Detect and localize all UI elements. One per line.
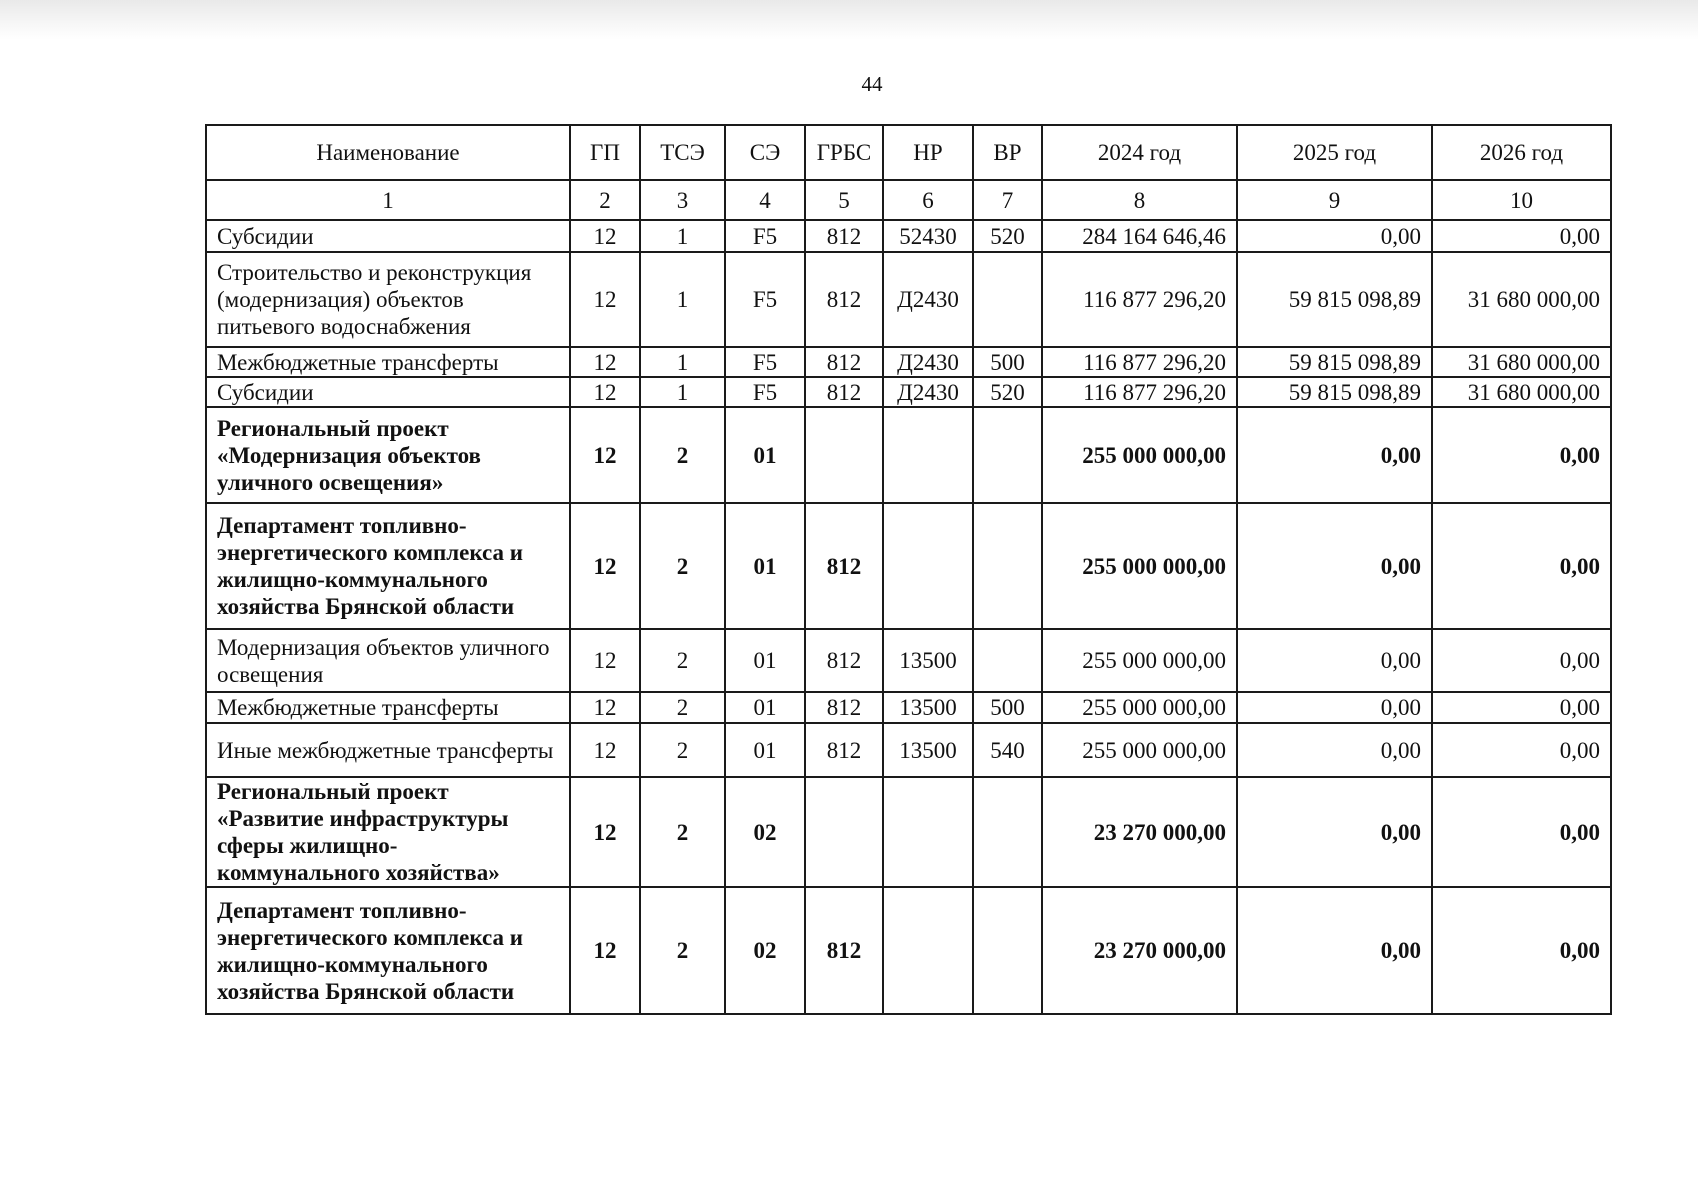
- grbs-cell: [805, 777, 883, 887]
- amount-2026-cell: 0,00: [1432, 503, 1611, 629]
- nr-cell: [883, 777, 973, 887]
- nr-cell: Д2430: [883, 377, 973, 407]
- amount-2025-cell: 0,00: [1237, 629, 1432, 692]
- table-row: [206, 347, 1611, 377]
- header-row: [206, 125, 1611, 180]
- tse-cell: 1: [640, 377, 725, 407]
- column-number-row: [206, 180, 1611, 220]
- vr-cell: 520: [973, 377, 1042, 407]
- column-number-cell: 4: [725, 180, 805, 220]
- name-cell: Департамент топливно-энергетического комплекса и жилищно-коммунального хозяйства Брянской области: [206, 887, 570, 1014]
- amount-2026-cell: 0,00: [1432, 629, 1611, 692]
- grbs-cell: [805, 407, 883, 503]
- name-cell: Строительство и реконструкция (модернизация) объектов питьевого водоснабжения: [206, 252, 570, 347]
- gp-cell: 12: [570, 503, 640, 629]
- se-cell: 01: [725, 723, 805, 777]
- amount-2026-cell: 31 680 000,00: [1432, 377, 1611, 407]
- nr-cell: Д2430: [883, 252, 973, 347]
- amount-2026-cell: 0,00: [1432, 692, 1611, 723]
- amount-2026-cell: 0,00: [1432, 777, 1611, 887]
- budget-table: [205, 124, 1612, 1015]
- name-cell: Межбюджетные трансферты: [206, 347, 570, 377]
- se-cell: F5: [725, 347, 805, 377]
- header-cell: ТСЭ: [640, 125, 725, 180]
- grbs-cell: 812: [805, 629, 883, 692]
- column-number-cell: 5: [805, 180, 883, 220]
- amount-2025-cell: 59 815 098,89: [1237, 347, 1432, 377]
- amount-2025-cell: 0,00: [1237, 777, 1432, 887]
- table-row: [206, 723, 1611, 777]
- amount-2024-cell: 116 877 296,20: [1042, 252, 1237, 347]
- amount-2025-cell: 0,00: [1237, 692, 1432, 723]
- nr-cell: [883, 887, 973, 1014]
- amount-2024-cell: 23 270 000,00: [1042, 777, 1237, 887]
- vr-cell: 520: [973, 220, 1042, 252]
- amount-2024-cell: 255 000 000,00: [1042, 503, 1237, 629]
- amount-2024-cell: 116 877 296,20: [1042, 347, 1237, 377]
- column-number-cell: 3: [640, 180, 725, 220]
- grbs-cell: 812: [805, 887, 883, 1014]
- se-cell: 01: [725, 407, 805, 503]
- amount-2024-cell: 255 000 000,00: [1042, 629, 1237, 692]
- table-row: [206, 503, 1611, 629]
- table-row: [206, 629, 1611, 692]
- column-number-cell: 8: [1042, 180, 1237, 220]
- amount-2025-cell: 0,00: [1237, 723, 1432, 777]
- vr-cell: [973, 252, 1042, 347]
- header-cell: 2024 год: [1042, 125, 1237, 180]
- amount-2024-cell: 255 000 000,00: [1042, 723, 1237, 777]
- gp-cell: 12: [570, 692, 640, 723]
- gp-cell: 12: [570, 377, 640, 407]
- tse-cell: 2: [640, 692, 725, 723]
- amount-2025-cell: 59 815 098,89: [1237, 252, 1432, 347]
- se-cell: F5: [725, 252, 805, 347]
- nr-cell: 52430: [883, 220, 973, 252]
- tse-cell: 2: [640, 887, 725, 1014]
- amount-2026-cell: 31 680 000,00: [1432, 252, 1611, 347]
- scan-edge-shading: [0, 0, 1698, 40]
- se-cell: 02: [725, 887, 805, 1014]
- name-cell: Субсидии: [206, 377, 570, 407]
- vr-cell: 500: [973, 347, 1042, 377]
- nr-cell: [883, 503, 973, 629]
- amount-2026-cell: 0,00: [1432, 887, 1611, 1014]
- nr-cell: 13500: [883, 692, 973, 723]
- header-cell: НР: [883, 125, 973, 180]
- amount-2025-cell: 0,00: [1237, 220, 1432, 252]
- tse-cell: 2: [640, 723, 725, 777]
- table-row: [206, 220, 1611, 252]
- nr-cell: 13500: [883, 723, 973, 777]
- grbs-cell: 812: [805, 347, 883, 377]
- vr-cell: [973, 629, 1042, 692]
- column-number-cell: 1: [206, 180, 570, 220]
- gp-cell: 12: [570, 723, 640, 777]
- gp-cell: 12: [570, 777, 640, 887]
- amount-2026-cell: 31 680 000,00: [1432, 347, 1611, 377]
- table-row: [206, 777, 1611, 887]
- amount-2026-cell: 0,00: [1432, 723, 1611, 777]
- amount-2025-cell: 0,00: [1237, 887, 1432, 1014]
- header-cell: ГРБС: [805, 125, 883, 180]
- gp-cell: 12: [570, 887, 640, 1014]
- vr-cell: [973, 503, 1042, 629]
- column-number-cell: 6: [883, 180, 973, 220]
- grbs-cell: 812: [805, 692, 883, 723]
- table-body: [206, 220, 1611, 1014]
- amount-2025-cell: 59 815 098,89: [1237, 377, 1432, 407]
- grbs-cell: 812: [805, 252, 883, 347]
- table-row: [206, 252, 1611, 347]
- se-cell: 02: [725, 777, 805, 887]
- amount-2026-cell: 0,00: [1432, 220, 1611, 252]
- name-cell: Региональный проект «Развитие инфраструктуры сферы жилищно-коммунального хозяйства»: [206, 777, 570, 887]
- name-cell: Межбюджетные трансферты: [206, 692, 570, 723]
- gp-cell: 12: [570, 252, 640, 347]
- nr-cell: Д2430: [883, 347, 973, 377]
- table-row: [206, 407, 1611, 503]
- amount-2025-cell: 0,00: [1237, 503, 1432, 629]
- amount-2024-cell: 284 164 646,46: [1042, 220, 1237, 252]
- table-row: [206, 377, 1611, 407]
- header-cell: 2026 год: [1432, 125, 1611, 180]
- amount-2024-cell: 23 270 000,00: [1042, 887, 1237, 1014]
- column-number-cell: 9: [1237, 180, 1432, 220]
- header-cell: СЭ: [725, 125, 805, 180]
- tse-cell: 2: [640, 503, 725, 629]
- vr-cell: 540: [973, 723, 1042, 777]
- column-number-cell: 7: [973, 180, 1042, 220]
- grbs-cell: 812: [805, 220, 883, 252]
- grbs-cell: 812: [805, 377, 883, 407]
- se-cell: 01: [725, 629, 805, 692]
- se-cell: 01: [725, 503, 805, 629]
- tse-cell: 1: [640, 220, 725, 252]
- vr-cell: [973, 407, 1042, 503]
- header-cell: 2025 год: [1237, 125, 1432, 180]
- gp-cell: 12: [570, 347, 640, 377]
- gp-cell: 12: [570, 629, 640, 692]
- amount-2025-cell: 0,00: [1237, 407, 1432, 503]
- grbs-cell: 812: [805, 723, 883, 777]
- tse-cell: 2: [640, 629, 725, 692]
- tse-cell: 1: [640, 252, 725, 347]
- amount-2024-cell: 255 000 000,00: [1042, 407, 1237, 503]
- amount-2026-cell: 0,00: [1432, 407, 1611, 503]
- name-cell: Модернизация объектов уличного освещения: [206, 629, 570, 692]
- name-cell: Департамент топливно-энергетического комплекса и жилищно-коммунального хозяйства Брянской области: [206, 503, 570, 629]
- header-cell: ГП: [570, 125, 640, 180]
- amount-2024-cell: 255 000 000,00: [1042, 692, 1237, 723]
- gp-cell: 12: [570, 407, 640, 503]
- table-row: [206, 692, 1611, 723]
- header-cell: ВР: [973, 125, 1042, 180]
- gp-cell: 12: [570, 220, 640, 252]
- vr-cell: [973, 887, 1042, 1014]
- name-cell: Субсидии: [206, 220, 570, 252]
- se-cell: F5: [725, 220, 805, 252]
- vr-cell: 500: [973, 692, 1042, 723]
- table-row: [206, 887, 1611, 1014]
- tse-cell: 2: [640, 407, 725, 503]
- tse-cell: 1: [640, 347, 725, 377]
- column-number-cell: 10: [1432, 180, 1611, 220]
- name-cell: Региональный проект «Модернизация объектов уличного освещения»: [206, 407, 570, 503]
- vr-cell: [973, 777, 1042, 887]
- se-cell: F5: [725, 377, 805, 407]
- tse-cell: 2: [640, 777, 725, 887]
- grbs-cell: 812: [805, 503, 883, 629]
- nr-cell: 13500: [883, 629, 973, 692]
- se-cell: 01: [725, 692, 805, 723]
- column-number-cell: 2: [570, 180, 640, 220]
- header-cell: Наименование: [206, 125, 570, 180]
- page-number: 44: [861, 72, 883, 96]
- name-cell: Иные межбюджетные трансферты: [206, 723, 570, 777]
- amount-2024-cell: 116 877 296,20: [1042, 377, 1237, 407]
- nr-cell: [883, 407, 973, 503]
